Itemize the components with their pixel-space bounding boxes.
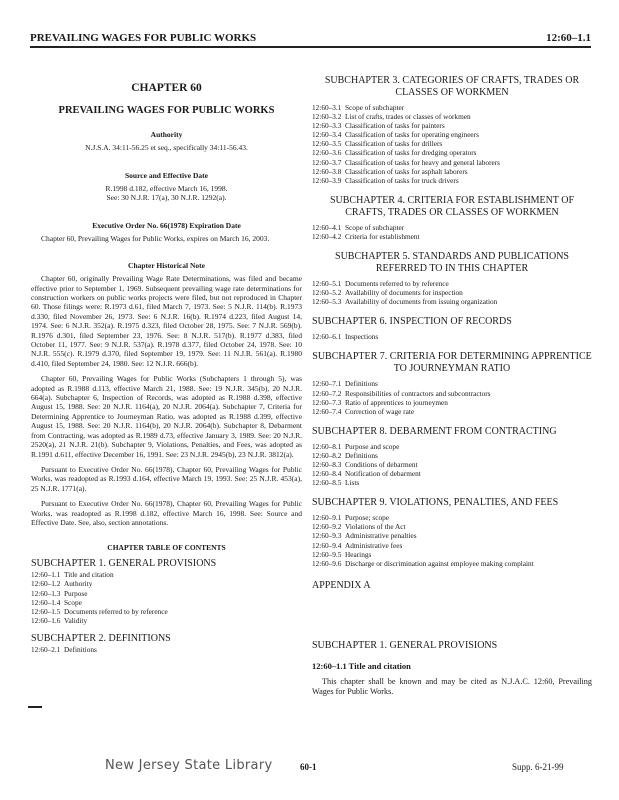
toc-entry-title: Lists [345, 478, 360, 488]
toc-entry-number: 12:60–5.1 [312, 279, 342, 289]
toc-entry-number: 12:60–8.4 [312, 469, 342, 479]
toc-list-1 [31, 570, 302, 625]
toc-entry-title: Classification of tasks for operating engineers [345, 130, 479, 140]
toc-entry [31, 589, 302, 598]
toc-list-4 [312, 223, 592, 241]
toc-entry-number: 12:60–9.6 [312, 558, 342, 568]
toc-entry-number: 12:60–3.8 [312, 166, 342, 176]
toc-entry [312, 522, 592, 531]
toc-entry-title: Notification of debarment [345, 469, 421, 479]
page-number: 60-1 [300, 762, 317, 772]
toc-entry-title: Correction of wage rate [345, 406, 415, 416]
toc-subchapter-2: SUBCHAPTER 2. DEFINITIONS [31, 632, 171, 644]
toc-entry [312, 176, 592, 185]
toc-entry-title: Classification of tasks for truck drivers [345, 175, 459, 185]
toc-entry-number: 12:60–7.1 [312, 379, 342, 389]
toc-entry-title: Definitions [345, 450, 378, 460]
toc-subchapter-9: SUBCHAPTER 9. VIOLATIONS, PENALTIES, AND FEES [312, 497, 559, 509]
toc-entry [31, 598, 302, 607]
toc-entry [312, 513, 592, 522]
toc-entry-number: 12:60–8.5 [312, 478, 342, 488]
toc-entry-title: Classification of tasks for painters [345, 121, 445, 131]
toc-entry [312, 158, 592, 167]
toc-heading: CHAPTER TABLE OF CONTENTS [107, 543, 226, 553]
toc-entry-title: Discharge or discrimination against employee making complaint [345, 558, 534, 568]
toc-list-7 [312, 379, 592, 415]
toc-entry-title: Definitions [345, 379, 378, 389]
toc-subchapter-7: SUBCHAPTER 7. CRITERIA FOR DETERMINING APPRENTICE TO JOURNEYMAN RATIO [312, 351, 592, 375]
margin-rule [28, 706, 42, 708]
toc-entry [312, 469, 592, 478]
toc-entry [312, 531, 592, 540]
toc-entry [31, 607, 302, 616]
toc-entry-title: Responsibilities of contractors and subcontractors [345, 388, 491, 398]
toc-entry [312, 398, 592, 407]
toc-entry [312, 379, 592, 388]
toc-entry [312, 139, 592, 148]
toc-entry-number: 12:60–7.3 [312, 397, 342, 407]
toc-entry-number: 12:60–8.1 [312, 441, 342, 451]
toc-entry-number: 12:60–7.4 [312, 406, 342, 416]
toc-entry [31, 579, 302, 588]
historical-note-heading: Chapter Historical Note [128, 261, 205, 271]
toc-entry-title: Validity [64, 615, 88, 625]
toc-list-9 [312, 513, 592, 568]
library-stamp: New Jersey State Library [105, 758, 273, 773]
authority-text: N.J.S.A. 34:11-56.25 et seq., specifically 34:11-56.43. [85, 143, 248, 152]
toc-entry-number: 12:60–5.2 [312, 288, 342, 298]
toc-entry-title: Classification of tasks for drillers [345, 139, 443, 149]
toc-entry [312, 112, 592, 121]
toc-list-3 [312, 103, 592, 185]
running-header [30, 30, 591, 48]
toc-entry-title: Administrative fees [345, 540, 403, 550]
historical-note-para-3: Pursuant to Executive Order No. 66(1978), Chapter 60, Prevailing Wages for Public Works, was readopted as R.1993 d.164, effective March 19, 1993. See: 25 N.J.R. 453(a), 25 N.J.R. 1771(a). [31, 464, 302, 493]
toc-entry-number: 12:60–6.1 [312, 332, 342, 342]
toc-entry-number: 12:60–3.4 [312, 130, 342, 140]
exec-order-heading: Executive Order No. 66(1978) Expiration Date [92, 220, 241, 230]
right-column [312, 75, 592, 698]
toc-entry [312, 389, 592, 398]
toc-entry-number: 12:60–9.3 [312, 531, 342, 541]
toc-entry-title: Purpose; scope [345, 513, 389, 523]
toc-entry [312, 148, 592, 157]
left-column [31, 82, 302, 654]
toc-entry [312, 167, 592, 176]
toc-entry-title: Availability of documents from issuing organization [345, 297, 498, 307]
toc-list-6 [312, 332, 592, 341]
toc-entry [312, 559, 592, 568]
toc-entry-title: Scope of subchapter [345, 103, 405, 112]
toc-entry [312, 442, 592, 451]
toc-subchapter-5: SUBCHAPTER 5. STANDARDS AND PUBLICATIONS REFERRED TO IN THIS CHAPTER [335, 251, 569, 275]
historical-note-para-1: Chapter 60, originally Prevailing Wage Rate Determinations, was filed and became effective prior to September 1, 1969. Subsequent prevailing wage rate determinations for construction workers on public works projects were filed, but not reproduced in Chapter 60. Those filings were: R.1973 d.61, filed March 7, 1973. See: 5 N.J.R. 114(b). R.1973 d.330, filed November 26, 1973. See: 6 N.J.R. 16(b). R.1974 d.223, filed August 14, 1974. See: 6 N.J.R. 352(a). R.1975 d.323, filed October 28, 1975. See: 7 N.J.R. 569(b). R.1976 d.301, filed September 23, 1976. See: 8 N.J.R. 517(b). R.1977 d.383, filed October 11, 1977. See: 9 N.J.R. 537(a). R.1978 d.377, filed October 24, 1978. See: 10 N.J.R. 555(c). R.1979 d.370, filed September 19, 1979. See: 11 N.J.R. 561(a). R.1980 d.410, filed September 24, 1980. See: 12 N.J.R. 666(b). [31, 274, 302, 368]
toc-entry-number: 12:60–5.3 [312, 297, 342, 307]
toc-entry-title: Classification of tasks for asphalt laborers [345, 166, 468, 176]
historical-note-para-4: Pursuant to Executive Order No. 66(1978), Chapter 60, Prevailing Wages for Public Works, was readopted as R.1998 d.182, effective March 16, 1998. See: Source and Effective Date. See, also, section annotations. [31, 499, 302, 527]
source-line-2: See: 30 N.J.R. 17(a), 30 N.J.R. 1292(a). [106, 193, 227, 203]
toc-entry-title: Administrative penalties [345, 531, 417, 541]
toc-entry-title: Documents referred to by reference [64, 606, 168, 616]
toc-entry-number: 12:60–9.5 [312, 549, 342, 559]
toc-entry-number: 12:60–4.1 [312, 222, 342, 232]
toc-entry-title: Purpose and scope [345, 441, 400, 451]
toc-entry-title: Availability of documents for inspection [345, 288, 463, 298]
toc-entry-title: Title and citation [64, 570, 114, 580]
toc-subchapter-8: SUBCHAPTER 8. DEBARMENT FROM CONTRACTING [312, 425, 557, 437]
toc-entry [312, 223, 592, 232]
toc-entry-title: Inspections [345, 332, 379, 342]
body-subchapter-1-heading: SUBCHAPTER 1. GENERAL PROVISIONS [312, 639, 498, 651]
authority-heading: Authority [150, 130, 183, 139]
section-1-1-text: This chapter shall be known and may be cited as N.J.A.C. 12:60, Prevailing Wages for Public Works. [312, 676, 592, 697]
toc-entry-number: 12:60–1.2 [31, 579, 61, 589]
toc-entry [312, 130, 592, 139]
toc-entry-title: Documents referred to by reference [345, 279, 449, 289]
source-line-1: R.1998 d.182, effective March 16, 1998. [105, 183, 228, 193]
toc-entry-title: List of crafts, trades or classes of workmen [345, 112, 471, 122]
toc-entry [312, 550, 592, 559]
header-title: PREVAILING WAGES FOR PUBLIC WORKS [30, 32, 257, 44]
toc-entry-title: Purpose [64, 588, 88, 598]
toc-list-8 [312, 442, 592, 487]
toc-entry-title: Conditions of debarment [345, 459, 418, 469]
page-footer [0, 758, 619, 780]
toc-entry-title: Classification of tasks for heavy and general laborers [345, 157, 501, 167]
toc-entry-number: 12:60–3.1 [312, 103, 342, 112]
source-heading: Source and Effective Date [125, 170, 208, 180]
toc-entry [312, 279, 592, 288]
toc-entry [31, 645, 302, 654]
toc-entry-number: 12:60–1.5 [31, 606, 61, 616]
toc-entry-number: 12:60–1.4 [31, 597, 61, 607]
toc-entry-number: 12:60–3.7 [312, 157, 342, 167]
toc-entry [312, 541, 592, 550]
toc-entry [312, 297, 592, 306]
toc-entry-number: 12:60–9.1 [312, 513, 342, 523]
toc-entry [312, 121, 592, 130]
toc-entry-title: Violations of the Act [345, 522, 406, 532]
toc-subchapter-3: SUBCHAPTER 3. CATEGORIES OF CRAFTS, TRADES OR CLASSES OF WORKMEN [324, 75, 580, 98]
toc-subchapter-4: SUBCHAPTER 4. CRITERIA FOR ESTABLISHMENT OF CRAFTS, TRADES OR CLASSES OF WORKMEN [329, 194, 575, 218]
toc-subchapter-1: SUBCHAPTER 1. GENERAL PROVISIONS [31, 558, 217, 570]
toc-entry-title: Authority [64, 579, 93, 589]
toc-entry-title: Ratio of apprentices to journeymen [345, 397, 448, 407]
toc-entry-number: 12:60–4.2 [312, 231, 342, 241]
toc-entry-title: Criteria for establishment [345, 231, 420, 241]
toc-entry-number: 12:60–7.2 [312, 388, 342, 398]
toc-entry-number: 12:60–9.4 [312, 540, 342, 550]
toc-appendix: APPENDIX A [312, 579, 371, 591]
toc-entry-number: 12:60–2.1 [31, 644, 61, 654]
toc-entry-number: 12:60–3.2 [312, 112, 342, 122]
toc-entry-number: 12:60–1.3 [31, 588, 61, 598]
toc-entry [312, 451, 592, 460]
supplement-date: Supp. 6-21-99 [512, 762, 564, 772]
toc-list-2 [31, 645, 302, 654]
toc-entry-title: Scope [64, 597, 82, 607]
toc-entry-title: Classification of tasks for dredging operators [345, 148, 477, 158]
toc-entry [312, 103, 592, 112]
toc-entry-number: 12:60–9.2 [312, 522, 342, 532]
toc-entry [312, 288, 592, 297]
historical-note-para-2: Chapter 60, Prevailing Wages for Public Works (Subchapters 1 through 5), was adopted as R.1988 d.113, effective March 21, 1988. See: 19 N.J.R. 345(b), 20 N.J.R. 664(a). Subchapter 6, Inspection of Records, was adopted as R.1988 d.398, effective August 15, 1988. See: 20 N.J.R. 1164(a), 20 N.J.R. 2064(a). Subchapter 7, Criteria for Determining Apprentice to Journeyman Ratio, was adopted as R.1988 d.399, effective August 15, 1988. See: 20 N.J.R. 1164(b), 20 N.J.R. 2064(b). Subchapter 8, Debarment from Contracting, was adopted as R.1989 d.73, effective January 3, 1989. See: 20 N.J.R. 2520(a), 21 N.J.R. 21(b). Subchapter 9, Violations, Penalties, and Fees, was adopted as R.1991 d.611, effective December 16, 1991. See: 23 N.J.R. 2945(b), 23 N.J.R. 3812(a). [31, 374, 302, 459]
toc-list-5 [312, 279, 592, 306]
toc-entry-number: 12:60–8.2 [312, 450, 342, 460]
toc-entry-number: 12:60–1.6 [31, 615, 61, 625]
exec-order-text: Chapter 60, Prevailing Wages for Public Works, expires on March 16, 2003. [41, 233, 270, 243]
toc-entry-title: Hearings [345, 549, 372, 559]
toc-entry-number: 12:60–3.5 [312, 139, 342, 149]
toc-entry-number: 12:60–1.1 [31, 570, 61, 580]
toc-entry-number: 12:60–3.3 [312, 121, 342, 131]
toc-entry-title: Scope of subchapter [345, 222, 405, 232]
toc-entry [312, 478, 592, 487]
toc-entry [312, 332, 592, 341]
toc-entry [312, 232, 592, 241]
chapter-number: CHAPTER 60 [131, 82, 202, 94]
section-1-1-heading: 12:60–1.1 Title and citation [312, 660, 411, 671]
toc-entry-title: Definitions [64, 644, 97, 654]
toc-entry [312, 460, 592, 469]
toc-entry [31, 570, 302, 579]
chapter-title: PREVAILING WAGES FOR PUBLIC WORKS [58, 105, 275, 116]
toc-entry-number: 12:60–3.9 [312, 175, 342, 185]
toc-entry [312, 407, 592, 416]
toc-entry-number: 12:60–3.6 [312, 148, 342, 158]
toc-subchapter-6: SUBCHAPTER 6. INSPECTION OF RECORDS [312, 316, 512, 328]
toc-entry [31, 616, 302, 625]
toc-entry-number: 12:60–8.3 [312, 459, 342, 469]
header-section-number: 12:60–1.1 [546, 32, 591, 44]
